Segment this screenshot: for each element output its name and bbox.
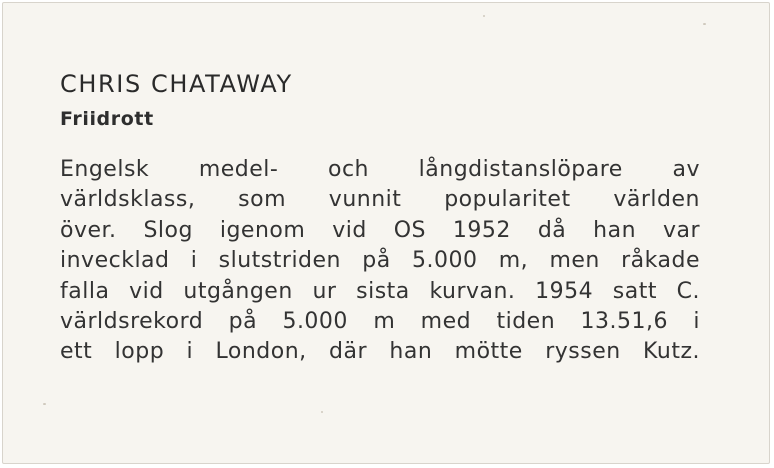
biography-line: ett lopp i London, där han mötte ryssen Kutz. [60,339,700,365]
biography-line: invecklad i slutstriden på 5.000 m, men råkade [60,248,700,274]
biography-line: Engelsk medel- och långdistanslöpare av [60,157,700,182]
sport-label: Friidrott [60,108,154,130]
paper-speck [321,411,323,413]
paper-speck [483,15,485,17]
biography-line: världsrekord på 5.000 m med tiden 13.51,6 i [60,308,700,334]
biography-text [60,155,700,368]
biography-line: falla vid utgången ur sista kurvan. 1954 satt C. [60,278,700,304]
athlete-name: CHRIS CHATAWAY [60,70,293,98]
paper-speck [703,23,706,25]
biography-line: över. Slog igenom vid OS 1952 då han var [60,217,700,243]
biography-line: världsklass, som vunnit popularitet världen [60,187,700,213]
paper-speck [43,403,46,405]
